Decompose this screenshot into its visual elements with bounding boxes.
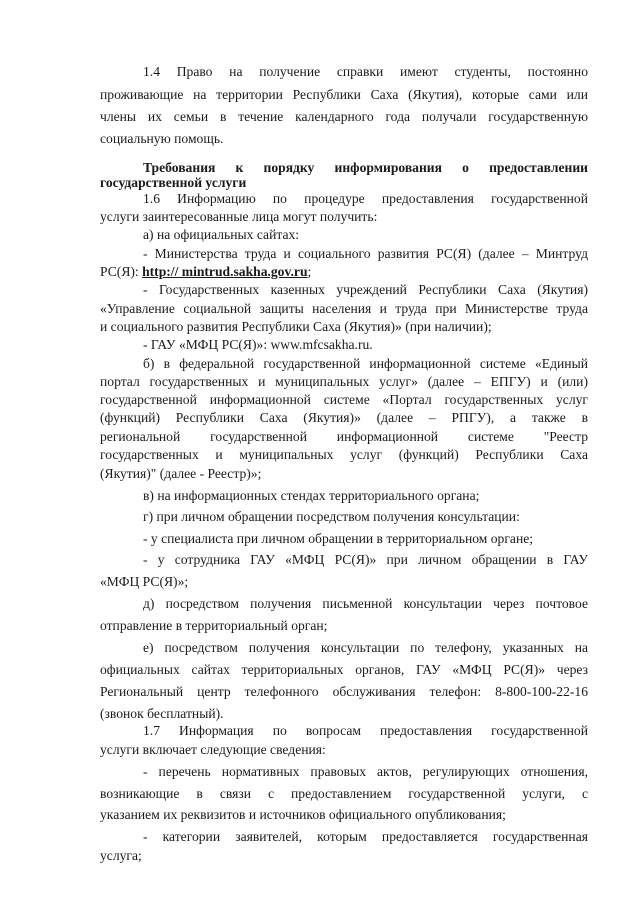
paragraph-1-6-line <box>100 263 311 281</box>
paragraph-1-6-line: в) на информационных стендах территориального органа; <box>143 488 480 503</box>
paragraph-1-4-line: 1.4 Право на получение справки имеют студенты, постоянно <box>143 64 588 79</box>
paragraph-1-6-line: официальных сайтах территориальных органов, ГАУ «МФЦ РС(Я)» через <box>100 662 588 677</box>
paragraph-1-6-line: д) посредством получения письменной консультации через почтовое <box>143 596 588 611</box>
paragraph-1-6-line: - у специалиста при личном обращении в территориальном органе; <box>143 531 534 546</box>
paragraph-1-6-line: г) при личном обращении посредством получения консультации: <box>143 509 520 524</box>
section-heading: государственной услуги <box>100 175 247 190</box>
paragraph-1-6-line: а) на официальных сайтах: <box>143 227 300 242</box>
section-heading: Требования к порядку информирования о предоставлении <box>143 160 588 175</box>
paragraph-1-6-line: «Управление социальной защиты населения и труда при Министерстве труда <box>100 301 588 316</box>
paragraph-1-6-line: государственной информационной системе «Портал государственных услуг <box>100 392 588 407</box>
paragraph-1-6-line: услуги заинтересованные лица могут получить: <box>100 209 378 224</box>
paragraph-1-6-line: е) посредством получения консультации по телефону, указанных на <box>143 640 588 655</box>
paragraph-1-4-line: проживающие на территории Республики Саха (Якутия), которые сами или <box>100 87 588 102</box>
mintrud-suffix: ; <box>307 264 312 279</box>
paragraph-1-7-line: - перечень нормативных правовых актов, регулирующих отношения, <box>143 764 588 779</box>
paragraph-1-6-line: - ГАУ «МФЦ РС(Я)»: www.mfcsakha.ru. <box>143 337 373 352</box>
paragraph-1-6-line: «МФЦ РС(Я)»; <box>100 574 189 589</box>
paragraph-1-6-line: 1.6 Информацию по процедуре предоставления государственной <box>143 191 588 206</box>
paragraph-1-6-line: и социального развития Республики Саха (Якутия)» (при наличии); <box>100 319 492 334</box>
paragraph-1-6-line: (функций) Республики Саха (Якутия)» (далее – РПГУ), а также в <box>100 410 588 425</box>
paragraph-1-6-line: - у сотрудника ГАУ «МФЦ РС(Я)» при личном обращении в ГАУ <box>143 552 588 567</box>
paragraph-1-4-line: социальную помощь. <box>100 131 224 146</box>
paragraph-1-7-line: услуга; <box>100 848 142 863</box>
paragraph-1-6-line: отправление в территориальный орган; <box>100 618 328 633</box>
paragraph-1-7-line: возникающие в связи с предоставлением государственной услуги, с <box>100 786 588 801</box>
mintrud-label: РС(Я): <box>100 264 143 279</box>
mintrud-link[interactable]: http:// mintrud.sakha.gov.ru <box>142 264 308 279</box>
paragraph-1-6-line: портал государственных и муниципальных услуг» (далее – ЕПГУ) и (или) <box>100 374 588 389</box>
paragraph-1-7-line: - категории заявителей, которым предоставляется государственная <box>143 829 588 844</box>
paragraph-1-6-line: - Министерства труда и социального развития РС(Я) (далее – Минтруд <box>143 246 588 261</box>
paragraph-1-7-line: 1.7 Информация по вопросам предоставления государственной <box>143 723 588 738</box>
paragraph-1-6-line: (Якутия)" (далее - Реестр)»; <box>100 466 262 481</box>
paragraph-1-6-line: Региональный центр телефонного обслуживания телефон: 8-800-100-22-16 <box>100 684 588 699</box>
paragraph-1-6-line: - Государственных казенных учреждений Республики Саха (Якутия) <box>143 282 588 297</box>
paragraph-1-4-line: члены их семьи в течение календарного года получали государственную <box>100 109 588 124</box>
paragraph-1-6-line: б) в федеральной государственной информационной системе «Единый <box>143 356 588 371</box>
paragraph-1-7-line: указанием их реквизитов и источников официального опубликования; <box>100 807 506 822</box>
paragraph-1-6-line: (звонок бесплатный). <box>100 706 224 721</box>
paragraph-1-6-line: государственных и муниципальных услуг (функций) Республики Саха <box>100 447 588 462</box>
paragraph-1-6-line: региональной государственной информационной системе "Реестр <box>100 429 588 444</box>
paragraph-1-7-line: услуги включает следующие сведения: <box>100 742 326 757</box>
